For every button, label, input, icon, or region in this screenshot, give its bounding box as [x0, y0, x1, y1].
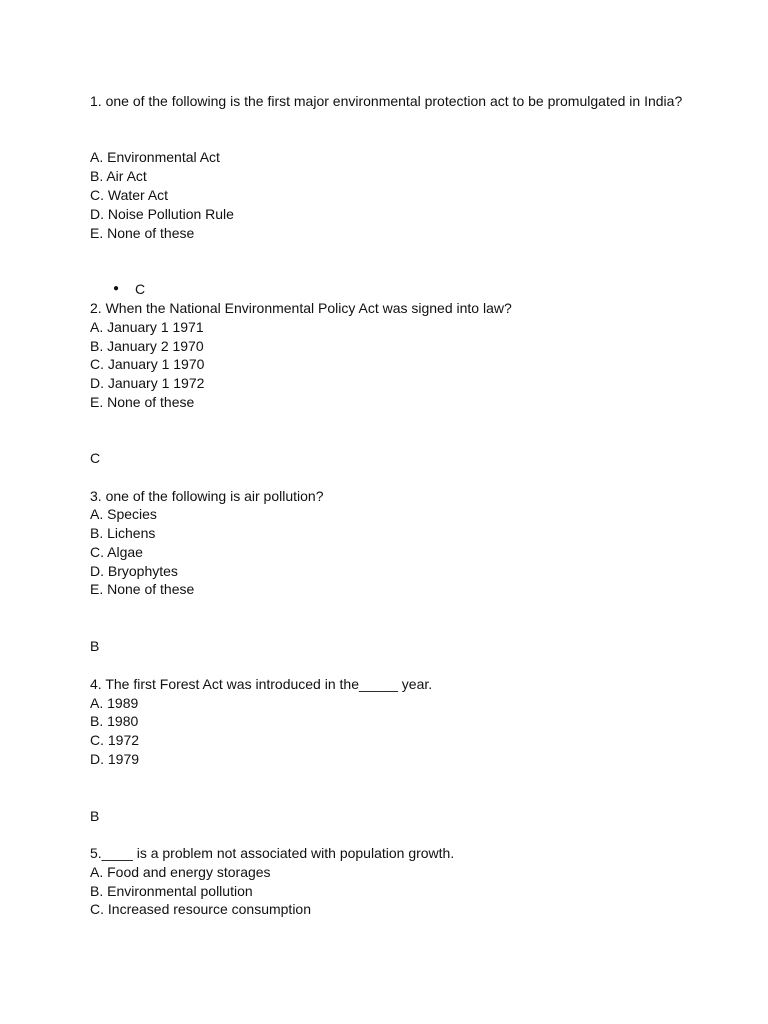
q5-option-a: A. Food and energy storages — [90, 864, 271, 880]
q1-option-a: A. Environmental Act — [90, 149, 220, 165]
q5-option-b: B. Environmental pollution — [90, 883, 253, 899]
q3-answer: B — [90, 638, 100, 654]
q3-option-e: E. None of these — [90, 581, 195, 597]
q4-option-d: D. 1979 — [90, 751, 140, 767]
question-1-text: 1. one of the following is the first major environmental protection act to be promulgated in India? — [90, 93, 683, 109]
q3-option-a: A. Species — [90, 506, 157, 522]
q4-option-a: A. 1989 — [90, 695, 139, 711]
q2-option-c: C. January 1 1970 — [90, 356, 205, 372]
q2-option-e: E. None of these — [90, 394, 195, 410]
q3-option-b: B. Lichens — [90, 525, 156, 541]
q2-option-d: D. January 1 1972 — [90, 375, 205, 391]
question-3-text: 3. one of the following is air pollution? — [90, 488, 324, 504]
question-2-text: 2. When the National Environmental Policy Act was signed into law? — [90, 300, 512, 316]
q2-option-b: B. January 2 1970 — [90, 338, 204, 354]
q1-option-b: B. Air Act — [90, 168, 147, 184]
q3-option-d: D. Bryophytes — [90, 563, 178, 579]
question-4-text: 4. The first Forest Act was introduced in the_____ year. — [90, 676, 433, 692]
q1-answer-line — [113, 280, 145, 298]
q4-answer: B — [90, 808, 100, 824]
q2-answer: C — [90, 450, 101, 466]
bullet-icon: ● — [113, 283, 120, 294]
q1-option-e: E. None of these — [90, 225, 195, 241]
q1-answer: C — [135, 281, 146, 297]
q2-option-a: A. January 1 1971 — [90, 319, 204, 335]
q1-option-c: C. Water Act — [90, 187, 169, 203]
q5-option-c: C. Increased resource consumption — [90, 901, 311, 917]
q3-option-c: C. Algae — [90, 544, 143, 560]
q4-option-c: C. 1972 — [90, 732, 140, 748]
q1-option-d: D. Noise Pollution Rule — [90, 206, 234, 222]
q4-option-b: B. 1980 — [90, 713, 139, 729]
question-5-text: 5.____ is a problem not associated with population growth. — [90, 845, 455, 861]
